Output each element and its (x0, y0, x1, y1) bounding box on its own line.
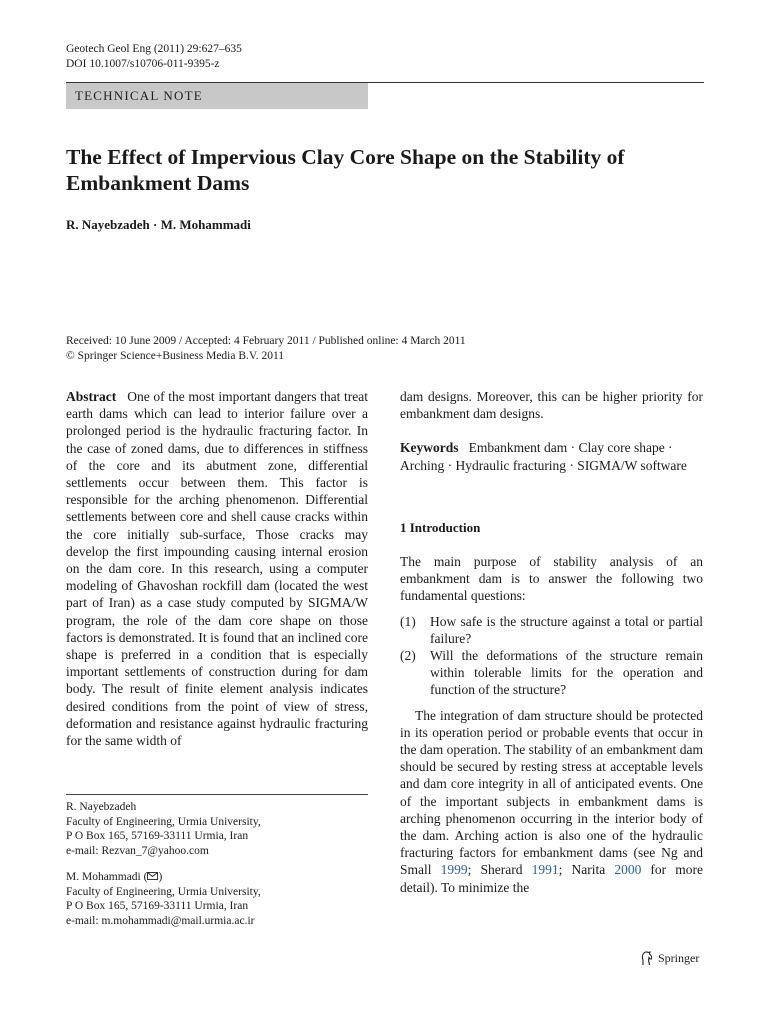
list-text: Will the deformations of the structure remain within tolerable limits for the operation and function of the structure? (430, 648, 703, 698)
question-list (400, 613, 703, 699)
copyright: © Springer Science+Business Media B.V. 2011 (66, 350, 285, 362)
abstract-continued: dam designs. Moreover, this can be higher priority for embankment dam designs. (400, 389, 703, 422)
affiliations (66, 800, 376, 928)
author-name: R. Nayebzadeh (66, 801, 137, 813)
citation-link[interactable]: 2000 (614, 862, 642, 878)
paragraph-text: The integration of dam structure should be protected in its operation period or probable events that occur in the dam operation. The stability of an embankment dam should be secured by resting stress at acceptable levels and dam core integrity in all of anticipated events. One of the important subjects in embankment dams is arching phenomenon occurring in the interior body of the dam. Arching action is also one of the hydraulic fracturing factors for embankment dams (see Ng and Small (400, 707, 703, 878)
section-label: TECHNICAL NOTE (75, 88, 203, 103)
body-paragraph (400, 707, 703, 896)
authors: R. Nayebzadeh · M. Mohammadi (66, 217, 251, 232)
date-history: Received: 10 June 2009 / Accepted: 4 February 2011 / Published online: 4 March 2011 (66, 335, 466, 347)
springer-horse-icon (640, 951, 654, 966)
citation-link[interactable]: 1991 (531, 862, 559, 878)
citation-separator: ; Narita (558, 862, 615, 878)
author-email[interactable]: e-mail: m.mohammadi@mail.urmia.ac.ir (66, 914, 255, 927)
section-badge (66, 83, 368, 109)
list-text: How safe is the structure against a total or partial failure? (430, 613, 703, 646)
abstract (66, 388, 368, 749)
author-dept: Faculty of Engineering, Urmia University, (66, 815, 261, 828)
publisher-mark (640, 951, 699, 966)
publisher-name: Springer (658, 951, 700, 965)
author-address: P O Box 165, 57169-33111 Urmia, Iran (66, 900, 249, 912)
keywords-label: Keywords (400, 440, 459, 456)
envelope-icon[interactable] (147, 872, 158, 880)
section-heading-introduction: 1 Introduction (400, 519, 481, 535)
author-name-text: M. Mohammadi ( (66, 871, 148, 883)
right-column (400, 388, 703, 896)
paper-title: The Effect of Impervious Clay Core Shape on the Stability of Embankment Dams (66, 145, 625, 195)
author-name (66, 870, 376, 885)
list-item (400, 647, 703, 699)
intro-paragraph: The main purpose of stability analysis of an embankment dam is to answer the following two fundamental questions: (400, 554, 703, 604)
list-number: (2) (400, 648, 416, 664)
citation-link[interactable]: 1999 (440, 862, 468, 878)
left-column (66, 388, 368, 749)
citation-separator: ; Sherard (467, 862, 532, 878)
paragraph-text-end: for more detail). To minimize the (400, 862, 704, 895)
publication-dates (66, 334, 466, 364)
keywords (400, 439, 703, 473)
author-name-suffix: ) (158, 871, 163, 883)
abstract-text: One of the most important dangers that treat earth dams which can lead to interior failure over a prolonged period is the hydraulic fracturing factor. In the case of zoned dams, due to differences in stiffness of the core and its abutment zone, differential settlements occur between them. This factor is responsible for the arching phenomenon. Differential settlements between core and shell cause cracks within the core initially sub-surface, Those cracks may develop the first impounding causing internal erosion on the dam core. In this research, using a computer modeling of Ghavoshan rockfill dam (located the west part of Iran) as a case study computed by SIGMA/W program, the role of the dam core shape on those factors is demonstrated. It is found that an inclined core shape is preferred in a condition that is especially important settlements of construction during for dam body. The result of finite element analysis indicates desired conditions from the point of view of stress, deformation and resistance against hydraulic fracturing for the same width of (66, 389, 368, 749)
keywords-text: Embankment dam · Clay core shape · Arching · Hydraulic fracturing · SIGMA/W software (400, 440, 687, 473)
author-address: P O Box 165, 57169-33111 Urmia, Iran (66, 830, 249, 842)
author-email[interactable]: e-mail: Rezvan_7@yahoo.com (66, 844, 209, 857)
abstract-label: Abstract (66, 389, 117, 404)
list-item (400, 613, 703, 647)
journal-header (66, 42, 242, 72)
journal-reference: Geotech Geol Eng (2011) 29:627–635 (66, 43, 242, 55)
footnote-rule (66, 794, 368, 795)
doi: DOI 10.1007/s10706-011-9395-z (66, 58, 220, 70)
list-number: (1) (400, 613, 416, 629)
author-dept: Faculty of Engineering, Urmia University, (66, 885, 261, 898)
